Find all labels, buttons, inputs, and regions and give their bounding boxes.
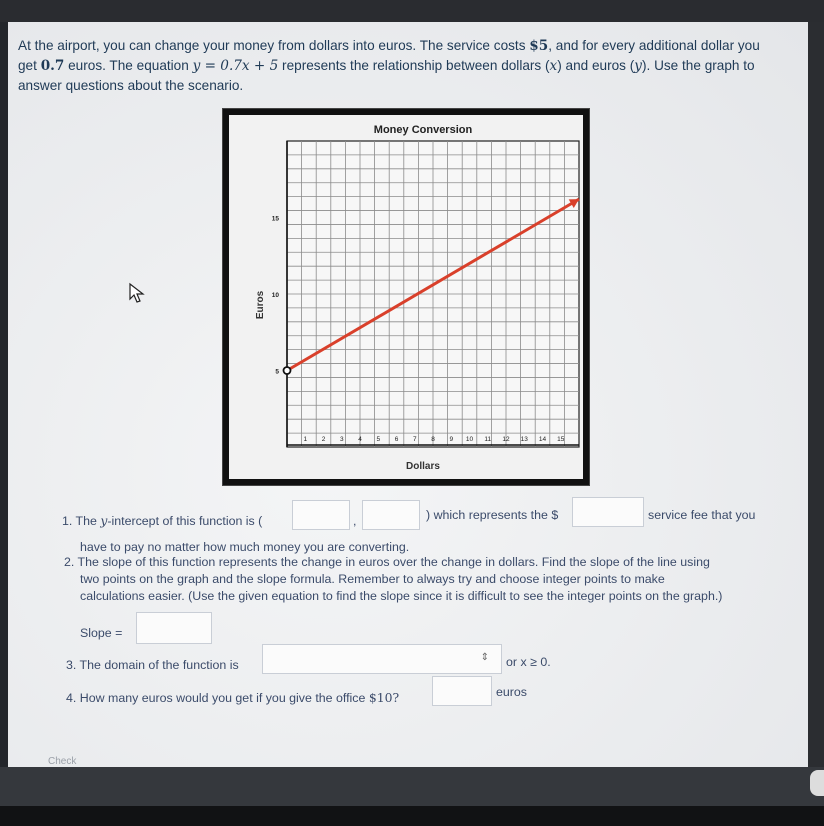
x-tick-label: 1 bbox=[303, 436, 308, 443]
problem-intro bbox=[18, 36, 788, 96]
intro-text: answer questions about the scenario. bbox=[18, 78, 244, 93]
q4-unit: euros bbox=[496, 685, 527, 699]
q1-text: 1. The bbox=[62, 514, 101, 528]
y-intercept-y-input[interactable] bbox=[362, 500, 420, 530]
intro-rate: 0.7 bbox=[40, 58, 65, 74]
mouse-pointer-icon bbox=[128, 282, 146, 304]
euros-answer-input[interactable] bbox=[432, 676, 492, 706]
slope-label: Slope = bbox=[80, 626, 123, 640]
q3-suffix: or x ≥ 0. bbox=[506, 655, 551, 669]
x-tick-label: 13 bbox=[520, 436, 528, 443]
q2-line-2: two points on the graph and the slope formula. Remember to always try and choose integer points to make bbox=[80, 572, 665, 586]
x-tick-label: 4 bbox=[358, 436, 362, 443]
taskbar bbox=[0, 767, 824, 807]
graph-panel bbox=[229, 115, 583, 479]
money-conversion-chart bbox=[229, 115, 583, 479]
q3-text: 3. The domain of the function is bbox=[66, 658, 239, 672]
x-tick-label: 10 bbox=[465, 436, 474, 443]
x-tick-label: 2 bbox=[321, 436, 326, 443]
intro-var-y: y bbox=[634, 58, 642, 74]
q1-text-end: service fee that you bbox=[648, 508, 756, 522]
y-tick-label: 5 bbox=[275, 368, 279, 376]
dropdown-arrows-icon: ⇕ bbox=[480, 652, 489, 663]
bottom-bezel bbox=[0, 806, 824, 826]
intro-text: represents the relationship between dollars ( bbox=[278, 58, 550, 73]
intro-var-x: x bbox=[549, 58, 558, 74]
q4-amount: $10? bbox=[368, 690, 400, 705]
q1-text-continued: have to pay no matter how much money you are converting. bbox=[80, 540, 410, 554]
x-tick-label: 8 bbox=[431, 436, 435, 443]
y-axis-label: Euros bbox=[255, 290, 266, 320]
intro-text: , and for every additional dollar you bbox=[548, 38, 760, 53]
y-tick-label: 15 bbox=[271, 215, 279, 223]
x-tick-label: 7 bbox=[412, 436, 417, 443]
side-handle bbox=[810, 770, 824, 796]
q4-text: 4. How many euros would you get if you give the office bbox=[66, 691, 369, 705]
intro-text: At the airport, you can change your money from dollars into euros. The service costs bbox=[18, 38, 530, 53]
x-axis-label: Dollars bbox=[406, 461, 440, 472]
x-tick-label: 6 bbox=[394, 436, 399, 443]
right-bezel bbox=[808, 22, 824, 767]
check-button[interactable]: Check bbox=[48, 756, 77, 767]
q1-var-y: y bbox=[100, 513, 108, 528]
domain-select[interactable] bbox=[262, 644, 502, 674]
question-1 bbox=[62, 513, 262, 529]
slope-input[interactable] bbox=[136, 612, 212, 644]
x-tick-label: 12 bbox=[502, 436, 510, 443]
x-tick-label: 14 bbox=[538, 436, 547, 443]
top-bezel bbox=[0, 0, 824, 22]
q2-line-1: 2. The slope of this function represents the change in euros over the change in dollars. Find the slope of the line using bbox=[64, 555, 710, 569]
y-intercept-point bbox=[284, 367, 291, 374]
x-tick-label: 9 bbox=[449, 436, 454, 443]
x-tick-label: 3 bbox=[339, 436, 344, 443]
graph-frame bbox=[222, 108, 590, 486]
x-tick-label: 5 bbox=[376, 436, 381, 443]
x-tick-label: 15 bbox=[557, 436, 565, 443]
q2-line-3: calculations easier. (Use the given equation to find the slope since it is difficult to see the integer points on the graph.) bbox=[80, 589, 723, 603]
x-tick-label: 11 bbox=[484, 436, 492, 443]
service-fee-input[interactable] bbox=[572, 497, 644, 527]
intro-text: get bbox=[18, 58, 41, 73]
intro-text: euros. The equation bbox=[64, 58, 193, 73]
y-intercept-x-input[interactable] bbox=[292, 500, 350, 530]
intro-cost: $5 bbox=[529, 38, 549, 54]
question-4 bbox=[66, 690, 399, 706]
intro-text: ). Use the graph to bbox=[641, 58, 755, 73]
q1-text: -intercept of this function is ( bbox=[107, 514, 263, 528]
intro-equation: y = 0.7x + 5 bbox=[192, 58, 279, 74]
q1-comma: , bbox=[353, 514, 357, 528]
intro-text: ) and euros ( bbox=[557, 58, 635, 73]
y-tick-label: 10 bbox=[271, 292, 279, 299]
chart-title: Money Conversion bbox=[373, 124, 473, 136]
q1-text-mid: ) which represents the $ bbox=[426, 508, 559, 522]
